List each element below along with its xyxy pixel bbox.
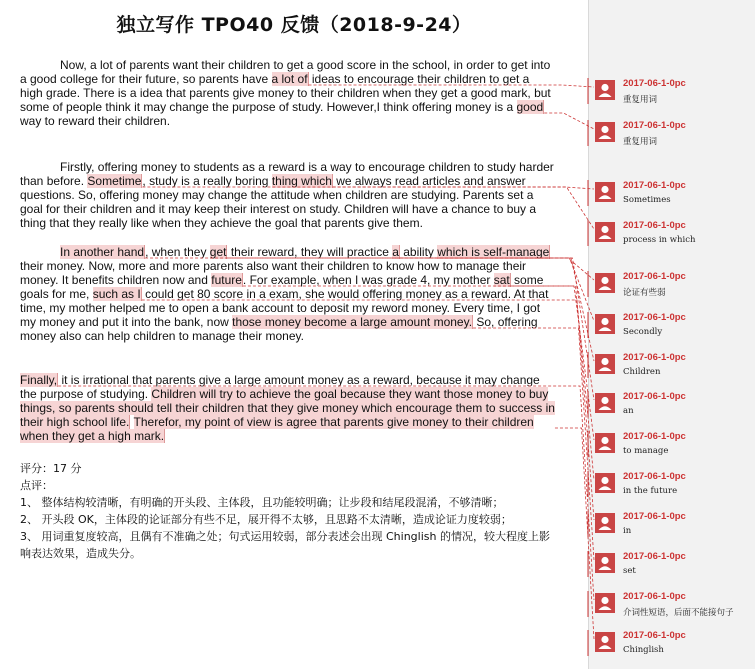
review-point-3: 3、 用词重复度较高，且偶有不准确之处；句式运用较弱，部分表述会出现 Chinglish 的情况，较大程度上影响表达效果，造成失分。 (20, 530, 550, 560)
user-icon (595, 354, 615, 374)
highlight-5[interactable]: In another hand (60, 245, 145, 259)
essay-text: their reward, they will practice (227, 245, 393, 259)
essay-text: ability (399, 245, 438, 259)
comment-9[interactable] (592, 431, 752, 465)
comment-text: 重复用词 (623, 95, 658, 105)
comment-date: 2017-06-1-0pc (623, 391, 686, 402)
essay-text: we always read articles and answer questions. So, offering money may change the attitude when children are studying. Parents set a goal for their children and it may keep their interest on study. Children will have a chance to buy a thing that they really like when they achieve the goal that parents give them. (20, 174, 537, 230)
user-icon (595, 122, 615, 142)
highlight-7[interactable]: a (392, 245, 399, 259)
highlight-4[interactable]: thing which (271, 174, 332, 188)
comment-date: 2017-06-1-0pc (623, 271, 686, 282)
comment-text: process in which (623, 235, 696, 245)
comment-text: an (623, 406, 634, 416)
comment-5[interactable] (592, 271, 752, 305)
user-icon (595, 473, 615, 493)
user-icon (595, 632, 615, 652)
comment-date: 2017-06-1-0pc (623, 630, 686, 641)
user-icon (595, 273, 615, 293)
essay-paragraph-3 (20, 245, 555, 343)
comment-text: Secondly (623, 327, 663, 337)
essay-text: Firstly, offering money to students as a reward is a way to encourage children to study harder than before. (20, 160, 554, 188)
comment-date: 2017-06-1-0pc (623, 120, 686, 131)
comment-date: 2017-06-1-0pc (623, 511, 686, 522)
essay-text: . For example, when I was grade 4, my mother (242, 273, 494, 287)
essay-paragraph-4 (20, 373, 555, 443)
evaluation-block (20, 460, 560, 562)
essay-text: ideas to encourage their children to get a high grade. There is a idea that parents give money to their children when they get a good mark, but some of people think it may change the purpose of study. However,I think offering money is a (20, 72, 551, 114)
comment-date: 2017-06-1-0pc (623, 352, 686, 363)
highlight-14[interactable]: Children will try to achieve the goal because they want those money to buy things, so parents should tell their children that they give money which encourage them to success in their high school life. (20, 387, 555, 429)
highlight-1[interactable]: a lot of (271, 72, 308, 86)
highlight-10[interactable]: sat (493, 273, 510, 287)
user-icon (595, 314, 615, 334)
user-icon (595, 182, 615, 202)
comment-text: 重复用词 (623, 137, 658, 147)
comment-3[interactable] (592, 180, 752, 214)
user-icon (595, 553, 615, 573)
highlight-11[interactable]: such as I (92, 287, 141, 301)
comment-date: 2017-06-1-0pc (623, 591, 686, 602)
user-icon (595, 593, 615, 613)
comment-text: Chinglish (623, 645, 664, 655)
comment-text: to manage (623, 446, 669, 456)
essay-text: it is irrational that parents give a large amount money as a reward, because it may change the purpose of studying. (20, 373, 540, 401)
document-title: 独立写作 TPO40 反馈（2018-9-24） (116, 14, 472, 36)
comment-13[interactable] (592, 591, 752, 625)
comment-text: Children (623, 367, 661, 377)
comment-7[interactable] (592, 352, 752, 386)
comment-text: in (623, 526, 632, 536)
comment-text: 介词性短语，后面不能接句子 (623, 608, 734, 618)
comment-date: 2017-06-1-0pc (623, 220, 686, 231)
highlight-9[interactable]: future (211, 273, 242, 287)
user-icon (595, 433, 615, 453)
comment-date: 2017-06-1-0pc (623, 431, 686, 442)
comment-8[interactable] (592, 391, 752, 425)
comment-14[interactable] (592, 630, 752, 664)
highlight-15[interactable]: Therefor, my point of view is agree that parents give money to their children when they get a high mark. (20, 415, 534, 443)
highlight-6[interactable]: get (209, 245, 227, 259)
review-point-1: 1、 整体结构较清晰，有明确的开头段、主体段，且功能较明确；让步段和结尾段混淆，不够清晰； (20, 496, 504, 509)
highlight-3[interactable]: Sometime (87, 174, 142, 188)
review-point-2: 2、 开头段 OK，主体段的论证部分有些不足，展开得不太够，且思路不太清晰，造成论证力度较弱； (20, 513, 512, 526)
highlight-13[interactable]: Finally, (20, 373, 58, 387)
comment-date: 2017-06-1-0pc (623, 471, 686, 482)
comment-date: 2017-06-1-0pc (623, 78, 686, 89)
essay-text: Now, a lot of parents want their children to get a good score in the school, in order to get into a good college for their future, so parents have (20, 58, 551, 86)
comment-12[interactable] (592, 551, 752, 585)
comment-11[interactable] (592, 511, 752, 545)
comment-date: 2017-06-1-0pc (623, 180, 686, 191)
comment-text: 论证有些弱 (623, 288, 666, 298)
comment-6[interactable] (592, 312, 752, 346)
essay-paragraph-2 (20, 160, 555, 230)
user-icon (595, 513, 615, 533)
score-line: 评分：17 分 (20, 462, 82, 475)
comment-1[interactable] (592, 78, 752, 112)
essay-text: , when they (145, 245, 210, 259)
essay-text: could get 80 score in a exam, she would offering money as a reward. At that time, my mother helped me to open a bank account to deposit my reword money. Every time, I got my money and put it into the bank, now (20, 287, 549, 329)
essay-text: , study is a really boring (142, 174, 272, 188)
highlight-12[interactable]: those money become a large amount money. (232, 315, 473, 329)
essay-paragraph-1 (20, 58, 555, 128)
essay-text: way to reward their children. (20, 114, 171, 128)
review-heading: 点评： (20, 479, 53, 492)
user-icon (595, 222, 615, 242)
comment-text: in the future (623, 486, 678, 496)
essay-text: some goals for me, (20, 273, 544, 301)
highlight-2[interactable]: good (516, 100, 544, 114)
comment-4[interactable] (592, 220, 752, 254)
comment-date: 2017-06-1-0pc (623, 551, 686, 562)
user-icon (595, 393, 615, 413)
essay-text: their money. Now, more and more parents also want their children to know how to manage their money. It benefits children now and (20, 259, 527, 287)
comment-2[interactable] (592, 120, 752, 154)
comment-date: 2017-06-1-0pc (623, 312, 686, 323)
user-icon (595, 80, 615, 100)
essay-text: So, offering money also can help children to manage their money. (20, 315, 538, 343)
comment-10[interactable] (592, 471, 752, 505)
comment-text: set (623, 566, 636, 576)
comment-text: Sometimes (623, 195, 671, 205)
highlight-8[interactable]: which is self-manage (437, 245, 550, 259)
